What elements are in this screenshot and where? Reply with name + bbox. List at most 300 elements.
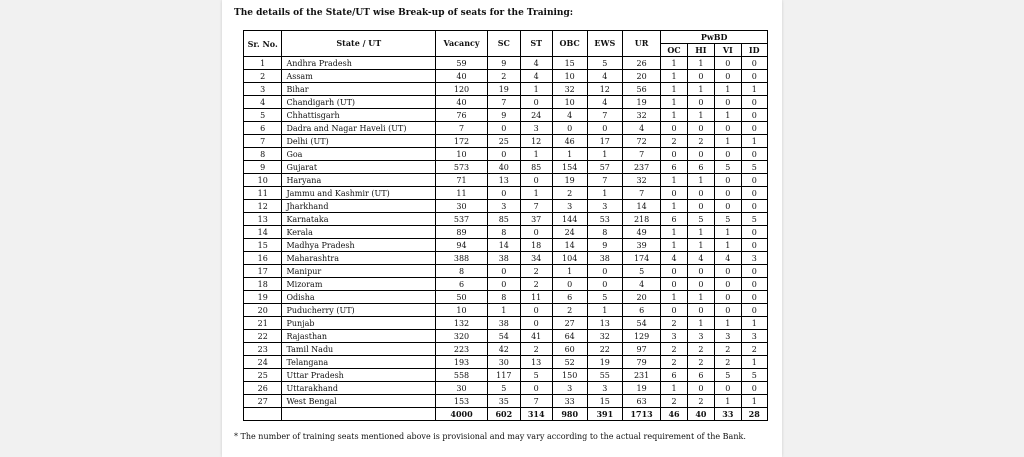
cell-vi: 2 [715,356,741,369]
cell-ur: 4 [622,122,660,135]
cell-sc: 7 [487,96,520,109]
cell-hi: 6 [687,369,714,382]
cell-vacancy: 59 [436,57,488,70]
cell-state: Karnataka [282,213,436,226]
cell-ur: 20 [622,70,660,83]
cell-vacancy: 320 [436,330,488,343]
cell-obc: 104 [552,252,587,265]
cell-ews: 8 [587,226,622,239]
cell-ews: 7 [587,109,622,122]
cell-hi: 1 [687,109,714,122]
cell-ur: 72 [622,135,660,148]
cell-st: 4 [520,70,552,83]
cell-hi: 2 [687,395,714,408]
cell-st: 0 [520,317,552,330]
cell-state: Jharkhand [282,200,436,213]
cell-vacancy: 6 [436,278,488,291]
cell-st: 4 [520,57,552,70]
cell-obc: 27 [552,317,587,330]
cell-st: 24 [520,109,552,122]
cell-st: 18 [520,239,552,252]
cell-ews: 9 [587,239,622,252]
cell-vi: 0 [715,200,741,213]
header-oc: OC [661,44,687,57]
cell-sc: 1 [487,304,520,317]
table-row [244,304,768,317]
cell-ews: 7 [587,174,622,187]
cell-ews: 38 [587,252,622,265]
cell-sc: 40 [487,161,520,174]
cell-obc: 33 [552,395,587,408]
cell-state: Manipur [282,265,436,278]
cell-vacancy: 193 [436,356,488,369]
cell-vacancy: 76 [436,109,488,122]
cell-state: Punjab [282,317,436,330]
header-sr-no: Sr. No. [244,31,282,57]
cell-id: 0 [741,174,768,187]
document-page [222,0,782,457]
cell-vacancy: 30 [436,200,488,213]
cell-oc: 4 [661,252,687,265]
table-row [244,382,768,395]
cell-st: 41 [520,330,552,343]
cell-obc: 150 [552,369,587,382]
cell-id: 2 [741,343,768,356]
header-obc: OBC [552,31,587,57]
cell-sc: 117 [487,369,520,382]
cell-sc: 9 [487,109,520,122]
table-row [244,174,768,187]
cell-vacancy: 388 [436,252,488,265]
cell-hi: 0 [687,278,714,291]
cell-vacancy: 153 [436,395,488,408]
cell-vacancy: 50 [436,291,488,304]
seat-breakup-table [243,30,768,421]
cell-hi: 2 [687,343,714,356]
cell-sr-no: 16 [244,252,282,265]
cell-ews: 3 [587,382,622,395]
cell-ews: 22 [587,343,622,356]
cell-ews: 5 [587,291,622,304]
table-row [244,96,768,109]
cell-st: 2 [520,343,552,356]
cell-st: 3 [520,122,552,135]
cell-vi: 5 [715,161,741,174]
cell-ur: 56 [622,83,660,96]
cell-sr-no: 21 [244,317,282,330]
cell-id: 0 [741,226,768,239]
cell-oc: 1 [661,174,687,187]
table-row [244,213,768,226]
totals-row [244,408,768,421]
cell-oc: 1 [661,239,687,252]
cell-ews: 32 [587,330,622,343]
cell-vi: 1 [715,239,741,252]
header-id: ID [741,44,768,57]
cell-vi: 3 [715,330,741,343]
cell-sc: 0 [487,122,520,135]
cell-st: 85 [520,161,552,174]
cell-sr-no: 14 [244,226,282,239]
table-row [244,265,768,278]
cell-id: 0 [741,278,768,291]
cell-sc: 13 [487,174,520,187]
total-id: 28 [741,408,768,421]
cell-vacancy: 558 [436,369,488,382]
cell-hi: 0 [687,265,714,278]
cell-vi: 0 [715,304,741,317]
totals-blank [244,408,282,421]
cell-state: Goa [282,148,436,161]
cell-oc: 1 [661,200,687,213]
cell-ews: 3 [587,200,622,213]
cell-state: Maharashtra [282,252,436,265]
cell-ur: 231 [622,369,660,382]
cell-ur: 19 [622,382,660,395]
cell-state: Puducherry (UT) [282,304,436,317]
cell-sc: 38 [487,252,520,265]
total-obc: 980 [552,408,587,421]
table-row [244,122,768,135]
cell-sc: 9 [487,57,520,70]
cell-oc: 0 [661,304,687,317]
cell-id: 5 [741,213,768,226]
cell-ews: 1 [587,304,622,317]
cell-ur: 14 [622,200,660,213]
cell-ews: 57 [587,161,622,174]
cell-id: 0 [741,57,768,70]
cell-obc: 4 [552,109,587,122]
cell-sr-no: 19 [244,291,282,304]
cell-st: 2 [520,278,552,291]
cell-sr-no: 11 [244,187,282,200]
cell-state: Rajasthan [282,330,436,343]
cell-hi: 0 [687,382,714,395]
table-row [244,200,768,213]
cell-hi: 3 [687,330,714,343]
cell-obc: 52 [552,356,587,369]
cell-ur: 97 [622,343,660,356]
cell-vi: 0 [715,265,741,278]
cell-vi: 1 [715,317,741,330]
cell-id: 5 [741,369,768,382]
cell-sr-no: 24 [244,356,282,369]
cell-sr-no: 1 [244,57,282,70]
cell-id: 0 [741,291,768,304]
cell-obc: 46 [552,135,587,148]
footnote: * The number of training seats mentioned above is provisional and may vary according to the actual requirement of the Bank. [234,432,746,441]
cell-id: 1 [741,317,768,330]
cell-sc: 14 [487,239,520,252]
cell-sc: 25 [487,135,520,148]
cell-id: 1 [741,83,768,96]
cell-sc: 0 [487,187,520,200]
cell-obc: 0 [552,278,587,291]
cell-sc: 54 [487,330,520,343]
cell-ur: 54 [622,317,660,330]
cell-oc: 1 [661,70,687,83]
cell-st: 34 [520,252,552,265]
table-row [244,278,768,291]
cell-hi: 1 [687,317,714,330]
cell-sr-no: 10 [244,174,282,187]
cell-oc: 1 [661,226,687,239]
cell-state: Jammu and Kashmir (UT) [282,187,436,200]
header-pwbd: PwBD [661,31,768,44]
cell-sc: 8 [487,291,520,304]
cell-obc: 154 [552,161,587,174]
cell-ur: 32 [622,174,660,187]
cell-obc: 1 [552,148,587,161]
cell-id: 0 [741,96,768,109]
cell-vacancy: 89 [436,226,488,239]
cell-id: 0 [741,148,768,161]
cell-obc: 14 [552,239,587,252]
cell-id: 0 [741,70,768,83]
header-vi: VI [715,44,741,57]
cell-ews: 17 [587,135,622,148]
cell-sc: 5 [487,382,520,395]
cell-vi: 0 [715,174,741,187]
cell-ur: 20 [622,291,660,304]
cell-obc: 32 [552,83,587,96]
cell-state: Delhi (UT) [282,135,436,148]
cell-vi: 1 [715,226,741,239]
cell-state: Haryana [282,174,436,187]
cell-hi: 1 [687,291,714,304]
cell-st: 0 [520,174,552,187]
cell-hi: 0 [687,187,714,200]
cell-id: 3 [741,252,768,265]
cell-vi: 0 [715,148,741,161]
cell-sr-no: 20 [244,304,282,317]
cell-hi: 5 [687,213,714,226]
cell-ur: 218 [622,213,660,226]
cell-oc: 6 [661,213,687,226]
cell-ews: 0 [587,278,622,291]
cell-obc: 10 [552,96,587,109]
cell-obc: 3 [552,382,587,395]
cell-st: 12 [520,135,552,148]
cell-state: Kerala [282,226,436,239]
cell-vi: 5 [715,213,741,226]
cell-st: 1 [520,148,552,161]
total-vacancy: 4000 [436,408,488,421]
cell-obc: 60 [552,343,587,356]
cell-st: 1 [520,83,552,96]
cell-sc: 42 [487,343,520,356]
cell-vi: 0 [715,70,741,83]
table-row [244,148,768,161]
table-row [244,70,768,83]
cell-sr-no: 3 [244,83,282,96]
cell-ews: 0 [587,122,622,135]
cell-vi: 0 [715,382,741,395]
table-row [244,343,768,356]
total-vi: 33 [715,408,741,421]
cell-oc: 1 [661,83,687,96]
cell-hi: 1 [687,57,714,70]
cell-state: Tamil Nadu [282,343,436,356]
cell-vi: 1 [715,83,741,96]
table-row [244,83,768,96]
cell-st: 7 [520,200,552,213]
header-vacancy: Vacancy [436,31,488,57]
cell-sr-no: 23 [244,343,282,356]
cell-hi: 4 [687,252,714,265]
cell-vi: 1 [715,135,741,148]
cell-ur: 6 [622,304,660,317]
cell-hi: 0 [687,70,714,83]
cell-id: 5 [741,161,768,174]
cell-id: 0 [741,382,768,395]
cell-hi: 1 [687,83,714,96]
cell-obc: 144 [552,213,587,226]
cell-state: Uttar Pradesh [282,369,436,382]
cell-ews: 4 [587,70,622,83]
cell-oc: 0 [661,265,687,278]
cell-sc: 30 [487,356,520,369]
cell-st: 0 [520,226,552,239]
totals-blank [282,408,436,421]
cell-ur: 26 [622,57,660,70]
cell-obc: 15 [552,57,587,70]
cell-st: 0 [520,304,552,317]
total-ur: 1713 [622,408,660,421]
cell-sr-no: 12 [244,200,282,213]
cell-sc: 0 [487,278,520,291]
cell-sr-no: 26 [244,382,282,395]
table-body [244,57,768,421]
cell-vacancy: 11 [436,187,488,200]
cell-ur: 39 [622,239,660,252]
cell-sr-no: 6 [244,122,282,135]
cell-ews: 53 [587,213,622,226]
cell-vacancy: 172 [436,135,488,148]
cell-hi: 0 [687,122,714,135]
cell-ews: 1 [587,187,622,200]
header-sc: SC [487,31,520,57]
cell-sc: 85 [487,213,520,226]
cell-oc: 2 [661,135,687,148]
table-row [244,109,768,122]
total-ews: 391 [587,408,622,421]
cell-obc: 10 [552,70,587,83]
cell-sc: 3 [487,200,520,213]
cell-obc: 1 [552,265,587,278]
cell-ur: 4 [622,278,660,291]
cell-ur: 49 [622,226,660,239]
cell-vacancy: 132 [436,317,488,330]
cell-ur: 19 [622,96,660,109]
cell-ur: 7 [622,148,660,161]
table-row [244,330,768,343]
cell-oc: 1 [661,291,687,304]
cell-ews: 1 [587,148,622,161]
cell-vacancy: 71 [436,174,488,187]
cell-state: Mizoram [282,278,436,291]
cell-hi: 1 [687,239,714,252]
cell-vacancy: 8 [436,265,488,278]
cell-sc: 38 [487,317,520,330]
table-row [244,239,768,252]
cell-id: 1 [741,135,768,148]
cell-hi: 0 [687,148,714,161]
cell-oc: 2 [661,395,687,408]
cell-ur: 174 [622,252,660,265]
table-row [244,317,768,330]
cell-vacancy: 537 [436,213,488,226]
cell-ews: 0 [587,265,622,278]
cell-sr-no: 22 [244,330,282,343]
cell-vacancy: 7 [436,122,488,135]
cell-sr-no: 18 [244,278,282,291]
cell-oc: 2 [661,356,687,369]
table-row [244,161,768,174]
header-ur: UR [622,31,660,57]
cell-hi: 1 [687,174,714,187]
cell-id: 0 [741,239,768,252]
cell-ur: 5 [622,265,660,278]
cell-sc: 8 [487,226,520,239]
cell-obc: 0 [552,122,587,135]
cell-vi: 5 [715,369,741,382]
total-st: 314 [520,408,552,421]
cell-sr-no: 25 [244,369,282,382]
cell-oc: 0 [661,187,687,200]
cell-id: 0 [741,265,768,278]
cell-id: 0 [741,187,768,200]
cell-id: 0 [741,304,768,317]
cell-ur: 63 [622,395,660,408]
cell-st: 5 [520,369,552,382]
cell-sr-no: 8 [244,148,282,161]
cell-ews: 4 [587,96,622,109]
cell-vacancy: 573 [436,161,488,174]
cell-vacancy: 40 [436,96,488,109]
cell-ur: 32 [622,109,660,122]
cell-obc: 6 [552,291,587,304]
cell-st: 11 [520,291,552,304]
cell-vacancy: 30 [436,382,488,395]
cell-hi: 6 [687,161,714,174]
cell-oc: 0 [661,148,687,161]
cell-vacancy: 10 [436,148,488,161]
cell-st: 0 [520,96,552,109]
section-title: The details of the State/UT wise Break-up of seats for the Training: [234,8,574,18]
cell-vacancy: 94 [436,239,488,252]
cell-vi: 0 [715,278,741,291]
cell-sr-no: 4 [244,96,282,109]
cell-vacancy: 10 [436,304,488,317]
cell-vi: 0 [715,57,741,70]
cell-hi: 0 [687,304,714,317]
cell-vacancy: 40 [436,70,488,83]
cell-sr-no: 2 [244,70,282,83]
cell-st: 2 [520,265,552,278]
cell-oc: 0 [661,278,687,291]
cell-state: Chandigarh (UT) [282,96,436,109]
table-row [244,57,768,70]
table-row [244,369,768,382]
total-sc: 602 [487,408,520,421]
cell-hi: 1 [687,226,714,239]
cell-vi: 1 [715,395,741,408]
cell-id: 0 [741,200,768,213]
cell-state: Bihar [282,83,436,96]
cell-obc: 2 [552,187,587,200]
cell-vi: 1 [715,109,741,122]
